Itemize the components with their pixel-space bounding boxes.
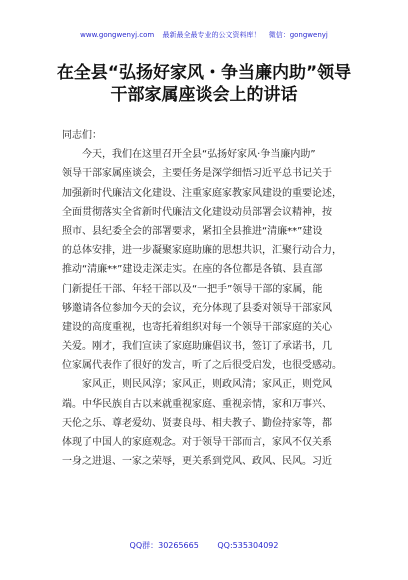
footer-qq-group: QQ群：30265665 — [129, 541, 199, 550]
body-line: 关爱。刚才，我们宣读了家庭助廉倡议书，签订了承诺书，几 — [62, 341, 332, 353]
body-line: 端。中华民族自古以来就重视家庭、重视亲情，家和万事兴、 — [62, 398, 332, 410]
header-slogan: 最新最全最专业的公文资料库！ — [162, 31, 261, 39]
title-line-2: 干部家属座谈会上的讲话 — [110, 85, 298, 105]
body-line: 家风正，则民风淳；家风正，则政风清；家风正，则党风 — [82, 379, 332, 391]
header-site-link[interactable]: www.gongwenyj.com — [80, 31, 155, 39]
body-line: 推动“清廉**”建设走深走实。在座的各位都是各镇、县直部 — [62, 264, 323, 276]
body-line: 门新提任干部、年轻干部以及“一把手”领导干部的家属，能 — [62, 283, 323, 295]
body-line: 全面贯彻落实全省新时代廉洁文化建设动员部署会议精神，按 — [62, 206, 332, 218]
body-line: 今天，我们在这里召开全县“弘扬好家风·争当廉内助” — [82, 149, 316, 161]
body-line: 够邀请各位参加今天的会议，充分体现了县委对领导干部家风 — [62, 302, 332, 314]
document-body — [62, 126, 354, 471]
page-footer — [0, 540, 408, 551]
body-line: 位家属代表作了很好的发言，听了之后很受启发，也很受感动。 — [62, 360, 342, 372]
body-line: 加强新时代廉洁文化建设、注重家庭家教家风建设的重要论述， — [62, 187, 342, 199]
footer-qq-contact: QQ:535304092 — [217, 541, 279, 550]
header-wechat: 微信：gongwenyj — [268, 31, 328, 39]
body-line: 一身之进退、一家之荣辱，更关系到党风、政风、民风。习近 — [62, 456, 332, 468]
body-line: 体现了中国人的家庭观念。对于领导干部而言，家风不仅关系 — [62, 437, 332, 448]
page-header — [0, 30, 408, 40]
greeting: 同志们： — [62, 130, 102, 141]
document-title — [30, 62, 378, 106]
body-line: 天伦之乐、尊老爱幼、贤妻良母、相夫教子、勤俭持家等，都 — [62, 417, 332, 429]
body-line: 建设的高度重视，也寄托着组织对每一个领导干部家庭的关心 — [62, 321, 332, 333]
body-line: 照市、县纪委全会的部署要求，紧扣全县推进“清廉**”建设 — [62, 225, 323, 237]
body-line: 的总体安排，进一步凝聚家庭助廉的思想共识，汇聚行动合力， — [62, 245, 342, 257]
title-line-1: 在全县“弘扬好家风・争当廉内助”领导 — [56, 63, 352, 83]
body-line: 领导干部家属座谈会，主要任务是深学细悟习近平总书记关于 — [62, 168, 332, 180]
